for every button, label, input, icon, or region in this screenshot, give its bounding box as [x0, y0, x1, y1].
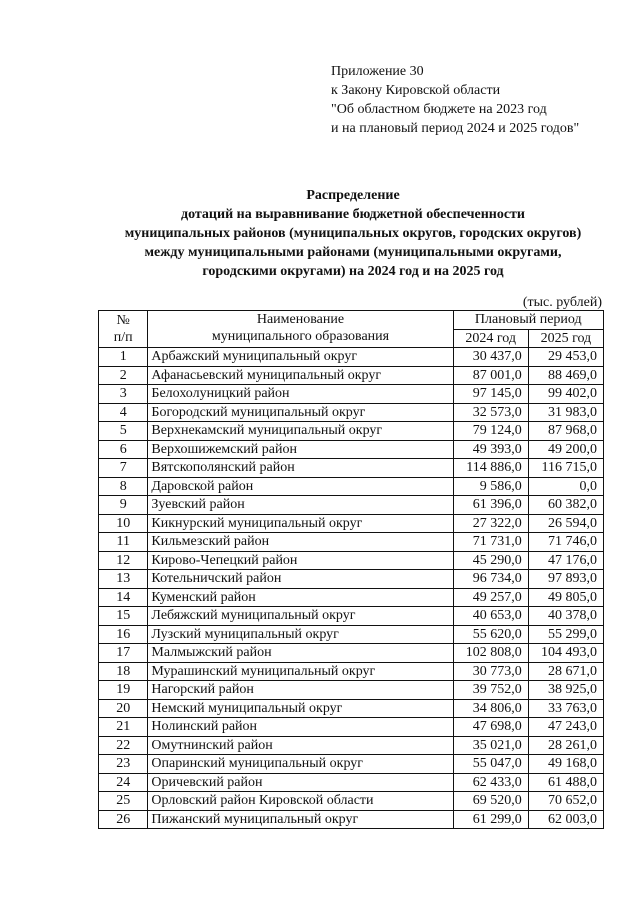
appendix-reference	[331, 62, 579, 138]
value-2024: 71 731,0	[453, 533, 528, 552]
municipality-name: Кирово-Чепецкий район	[148, 551, 453, 570]
value-2024: 97 145,0	[453, 385, 528, 404]
municipality-name: Лебяжский муниципальный округ	[148, 607, 453, 626]
value-2025: 60 382,0	[528, 496, 603, 515]
table-row	[99, 792, 604, 811]
municipality-name: Омутнинский район	[148, 736, 453, 755]
row-number: 1	[99, 348, 148, 367]
table-row	[99, 755, 604, 774]
row-number: 19	[99, 681, 148, 700]
value-2025: 97 893,0	[528, 570, 603, 589]
title-line: между муниципальными районами (муниципальными округами,	[144, 245, 562, 260]
header-name-sub: муниципального образования	[211, 329, 390, 344]
table-row	[99, 718, 604, 737]
table-row	[99, 681, 604, 700]
row-number: 23	[99, 755, 148, 774]
value-2024: 49 257,0	[453, 588, 528, 607]
header-number-top: №	[116, 313, 130, 328]
value-2024: 45 290,0	[453, 551, 528, 570]
municipality-name: Верхнекамский муниципальный округ	[148, 422, 453, 441]
value-2025: 26 594,0	[528, 514, 603, 533]
table-row	[99, 644, 604, 663]
table-row	[99, 551, 604, 570]
header-name-top: Наименование	[256, 312, 345, 327]
title-line: Распределение	[306, 188, 400, 203]
table-row	[99, 570, 604, 589]
value-2024: 69 520,0	[453, 792, 528, 811]
municipality-name: Нагорский район	[148, 681, 453, 700]
value-2024: 55 620,0	[453, 625, 528, 644]
value-2025: 55 299,0	[528, 625, 603, 644]
title-line: городскими округами) на 2024 год и на 2025 год	[202, 264, 504, 279]
value-2024: 34 806,0	[453, 699, 528, 718]
value-2024: 61 396,0	[453, 496, 528, 515]
table-row	[99, 533, 604, 552]
value-2025: 49 168,0	[528, 755, 603, 774]
table-row	[99, 736, 604, 755]
table-row	[99, 662, 604, 681]
municipality-name: Вятскополянский район	[148, 459, 453, 478]
row-number: 5	[99, 422, 148, 441]
value-2024: 87 001,0	[453, 366, 528, 385]
row-number: 22	[99, 736, 148, 755]
municipality-name: Кильмезский район	[148, 533, 453, 552]
value-2025: 71 746,0	[528, 533, 603, 552]
header-year-2024: 2024 год	[453, 329, 528, 348]
municipality-name: Богородский муниципальный округ	[148, 403, 453, 422]
value-2024: 30 773,0	[453, 662, 528, 681]
table-row	[99, 366, 604, 385]
unit-label: (тыс. рублей)	[522, 295, 602, 310]
row-number: 9	[99, 496, 148, 515]
row-number: 12	[99, 551, 148, 570]
value-2025: 29 453,0	[528, 348, 603, 367]
header-period: Плановый период	[453, 311, 603, 330]
appendix-line: к Закону Кировской области	[331, 83, 501, 98]
header-number	[99, 311, 148, 348]
row-number: 11	[99, 533, 148, 552]
row-number: 20	[99, 699, 148, 718]
table-row	[99, 385, 604, 404]
table-row	[99, 422, 604, 441]
value-2025: 99 402,0	[528, 385, 603, 404]
header-year-2025: 2025 год	[528, 329, 603, 348]
table-row	[99, 607, 604, 626]
value-2025: 87 968,0	[528, 422, 603, 441]
row-number: 7	[99, 459, 148, 478]
value-2024: 62 433,0	[453, 773, 528, 792]
row-number: 3	[99, 385, 148, 404]
table-row	[99, 699, 604, 718]
table-row	[99, 810, 604, 829]
municipality-name: Опаринский муниципальный округ	[148, 755, 453, 774]
row-number: 24	[99, 773, 148, 792]
row-number: 15	[99, 607, 148, 626]
municipality-name: Орловский район Кировской области	[148, 792, 453, 811]
value-2025: 28 671,0	[528, 662, 603, 681]
table-row	[99, 773, 604, 792]
row-number: 18	[99, 662, 148, 681]
value-2024: 27 322,0	[453, 514, 528, 533]
table-body	[99, 348, 604, 829]
value-2025: 40 378,0	[528, 607, 603, 626]
value-2025: 33 763,0	[528, 699, 603, 718]
value-2024: 9 586,0	[453, 477, 528, 496]
value-2024: 79 124,0	[453, 422, 528, 441]
municipality-name: Кикнурский муниципальный округ	[148, 514, 453, 533]
value-2025: 62 003,0	[528, 810, 603, 829]
value-2025: 49 805,0	[528, 588, 603, 607]
value-2024: 30 437,0	[453, 348, 528, 367]
subsidy-table	[98, 310, 604, 829]
row-number: 21	[99, 718, 148, 737]
appendix-line: Приложение 30	[331, 64, 424, 79]
table-row	[99, 477, 604, 496]
value-2025: 28 261,0	[528, 736, 603, 755]
title-line: дотаций на выравнивание бюджетной обеспеченности	[180, 207, 525, 222]
value-2024: 39 752,0	[453, 681, 528, 700]
value-2024: 55 047,0	[453, 755, 528, 774]
table-row	[99, 514, 604, 533]
municipality-name: Нолинский район	[148, 718, 453, 737]
municipality-name: Даровской район	[148, 477, 453, 496]
municipality-name: Верхошижемский район	[148, 440, 453, 459]
header-name	[148, 311, 453, 348]
value-2024: 114 886,0	[453, 459, 528, 478]
row-number: 8	[99, 477, 148, 496]
municipality-name: Оричевский район	[148, 773, 453, 792]
row-number: 16	[99, 625, 148, 644]
row-number: 4	[99, 403, 148, 422]
appendix-line: и на плановый период 2024 и 2025 годов"	[331, 121, 580, 136]
row-number: 13	[99, 570, 148, 589]
row-number: 2	[99, 366, 148, 385]
table-row	[99, 348, 604, 367]
value-2024: 96 734,0	[453, 570, 528, 589]
municipality-name: Афанасьевский муниципальный округ	[148, 366, 453, 385]
value-2025: 47 176,0	[528, 551, 603, 570]
value-2025: 49 200,0	[528, 440, 603, 459]
row-number: 17	[99, 644, 148, 663]
value-2025: 88 469,0	[528, 366, 603, 385]
value-2024: 61 299,0	[453, 810, 528, 829]
appendix-line: "Об областном бюджете на 2023 год	[331, 102, 547, 117]
value-2025: 31 983,0	[528, 403, 603, 422]
value-2024: 47 698,0	[453, 718, 528, 737]
table-row	[99, 440, 604, 459]
value-2024: 102 808,0	[453, 644, 528, 663]
value-2025: 0,0	[528, 477, 603, 496]
municipality-name: Арбажский муниципальный округ	[148, 348, 453, 367]
table-row	[99, 403, 604, 422]
municipality-name: Пижанский муниципальный округ	[148, 810, 453, 829]
value-2024: 32 573,0	[453, 403, 528, 422]
value-2025: 61 488,0	[528, 773, 603, 792]
municipality-name: Лузский муниципальный округ	[148, 625, 453, 644]
row-number: 25	[99, 792, 148, 811]
value-2025: 47 243,0	[528, 718, 603, 737]
document-title	[98, 186, 608, 281]
municipality-name: Малмыжский район	[148, 644, 453, 663]
row-number: 10	[99, 514, 148, 533]
value-2024: 35 021,0	[453, 736, 528, 755]
row-number: 14	[99, 588, 148, 607]
municipality-name: Мурашинский муниципальный округ	[148, 662, 453, 681]
municipality-name: Куменский район	[148, 588, 453, 607]
value-2025: 116 715,0	[528, 459, 603, 478]
table-row	[99, 625, 604, 644]
header-number-bottom: п/п	[113, 330, 133, 345]
municipality-name: Немский муниципальный округ	[148, 699, 453, 718]
municipality-name: Котельничский район	[148, 570, 453, 589]
value-2025: 38 925,0	[528, 681, 603, 700]
row-number: 26	[99, 810, 148, 829]
value-2024: 49 393,0	[453, 440, 528, 459]
table-row	[99, 459, 604, 478]
value-2024: 40 653,0	[453, 607, 528, 626]
value-2025: 70 652,0	[528, 792, 603, 811]
municipality-name: Белохолуницкий район	[148, 385, 453, 404]
row-number: 6	[99, 440, 148, 459]
value-2025: 104 493,0	[528, 644, 603, 663]
table-row	[99, 588, 604, 607]
title-line: муниципальных районов (муниципальных округов, городских округов)	[124, 226, 582, 241]
table-row	[99, 496, 604, 515]
municipality-name: Зуевский район	[148, 496, 453, 515]
